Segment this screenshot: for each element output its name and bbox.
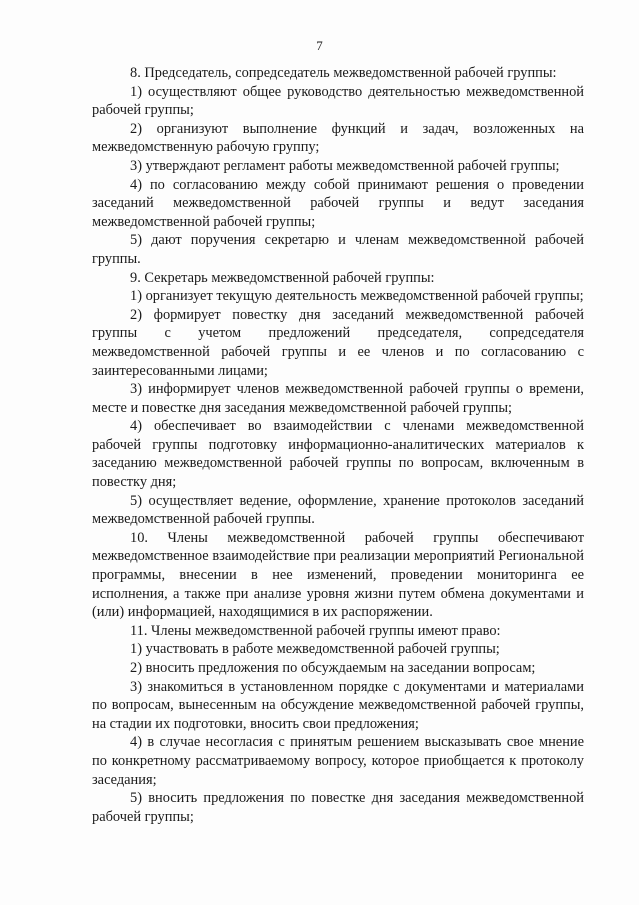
paragraph: 5) вносить предложения по повестке дня заседания межведомственной рабочей группы;: [92, 790, 584, 825]
paragraph: 3) информирует членов межведомственной рабочей группы о времени, месте и повестке дня заседания межведомственной рабочей группы;: [92, 381, 584, 416]
paragraph: 1) организует текущую деятельность межведомственной рабочей группы;: [130, 288, 584, 305]
paragraph: 4) обеспечивает во взаимодействии с членами межведомственной рабочей группы подготовку информационно-аналитических материалов к заседанию межведомственной рабочей группы по вопросам, включенным в повестку дня;: [92, 418, 584, 491]
paragraph: 1) участвовать в работе межведомственной рабочей группы;: [130, 641, 500, 658]
paragraph: 5) осуществляет ведение, оформление, хранение протоколов заседаний межведомственной рабочей группы.: [92, 492, 584, 528]
paragraph: 9. Секретарь межведомственной рабочей группы:: [130, 269, 435, 286]
paragraph: 5) дают поручения секретарю и членам межведомственной рабочей группы.: [92, 232, 584, 267]
page-number: 7: [316, 38, 323, 53]
paragraph: 3) знакомиться в установленном порядке с документами и материалами по вопросам, вынесенным на обсуждение межведомственной рабочей группы, на стадии их подготовки, вносить свои предложения;: [92, 678, 584, 732]
paragraph: 1) осуществляют общее руководство деятельностью межведомственной рабочей группы;: [92, 83, 584, 119]
paragraph: 8. Председатель, сопредседатель межведомственной рабочей группы:: [130, 65, 557, 81]
document-body: [92, 64, 584, 826]
paragraph: 11. Члены межведомственной рабочей группы имеют право:: [130, 622, 501, 639]
paragraph: 2) организуют выполнение функций и задач, возложенных на межведомственную рабочую группу;: [92, 120, 584, 156]
paragraph: 2) формирует повестку дня заседаний межведомственной рабочей группы с учетом предложений председателя, сопредседателя межведомственной рабочей группы и ее членов и по согласованию с заинтересованными лицами;: [92, 306, 584, 379]
paragraph: 3) утверждают регламент работы межведомственной рабочей группы;: [130, 157, 560, 174]
paragraph: 2) вносить предложения по обсуждаемым на заседании вопросам;: [130, 660, 536, 676]
paragraph: 4) в случае несогласия с принятым решением высказывать свое мнение по конкретному рассматриваемому вопросу, которое приобщается к протоколу заседания;: [92, 734, 584, 788]
paragraph: 4) по согласованию между собой принимают решения о проведении заседаний межведомственной рабочей группы и ведут заседания межведомственной рабочей группы;: [92, 176, 584, 230]
paragraph: 10. Члены межведомственной рабочей группы обеспечивают межведомственное взаимодействие при реализации мероприятий Региональной программы, внесении в нее изменений, проведении мониторинга ее исполнения, а также при анализе уровня жизни путем обмена документами и (или) информацией, находящимися в их распоряжении.: [92, 529, 584, 621]
